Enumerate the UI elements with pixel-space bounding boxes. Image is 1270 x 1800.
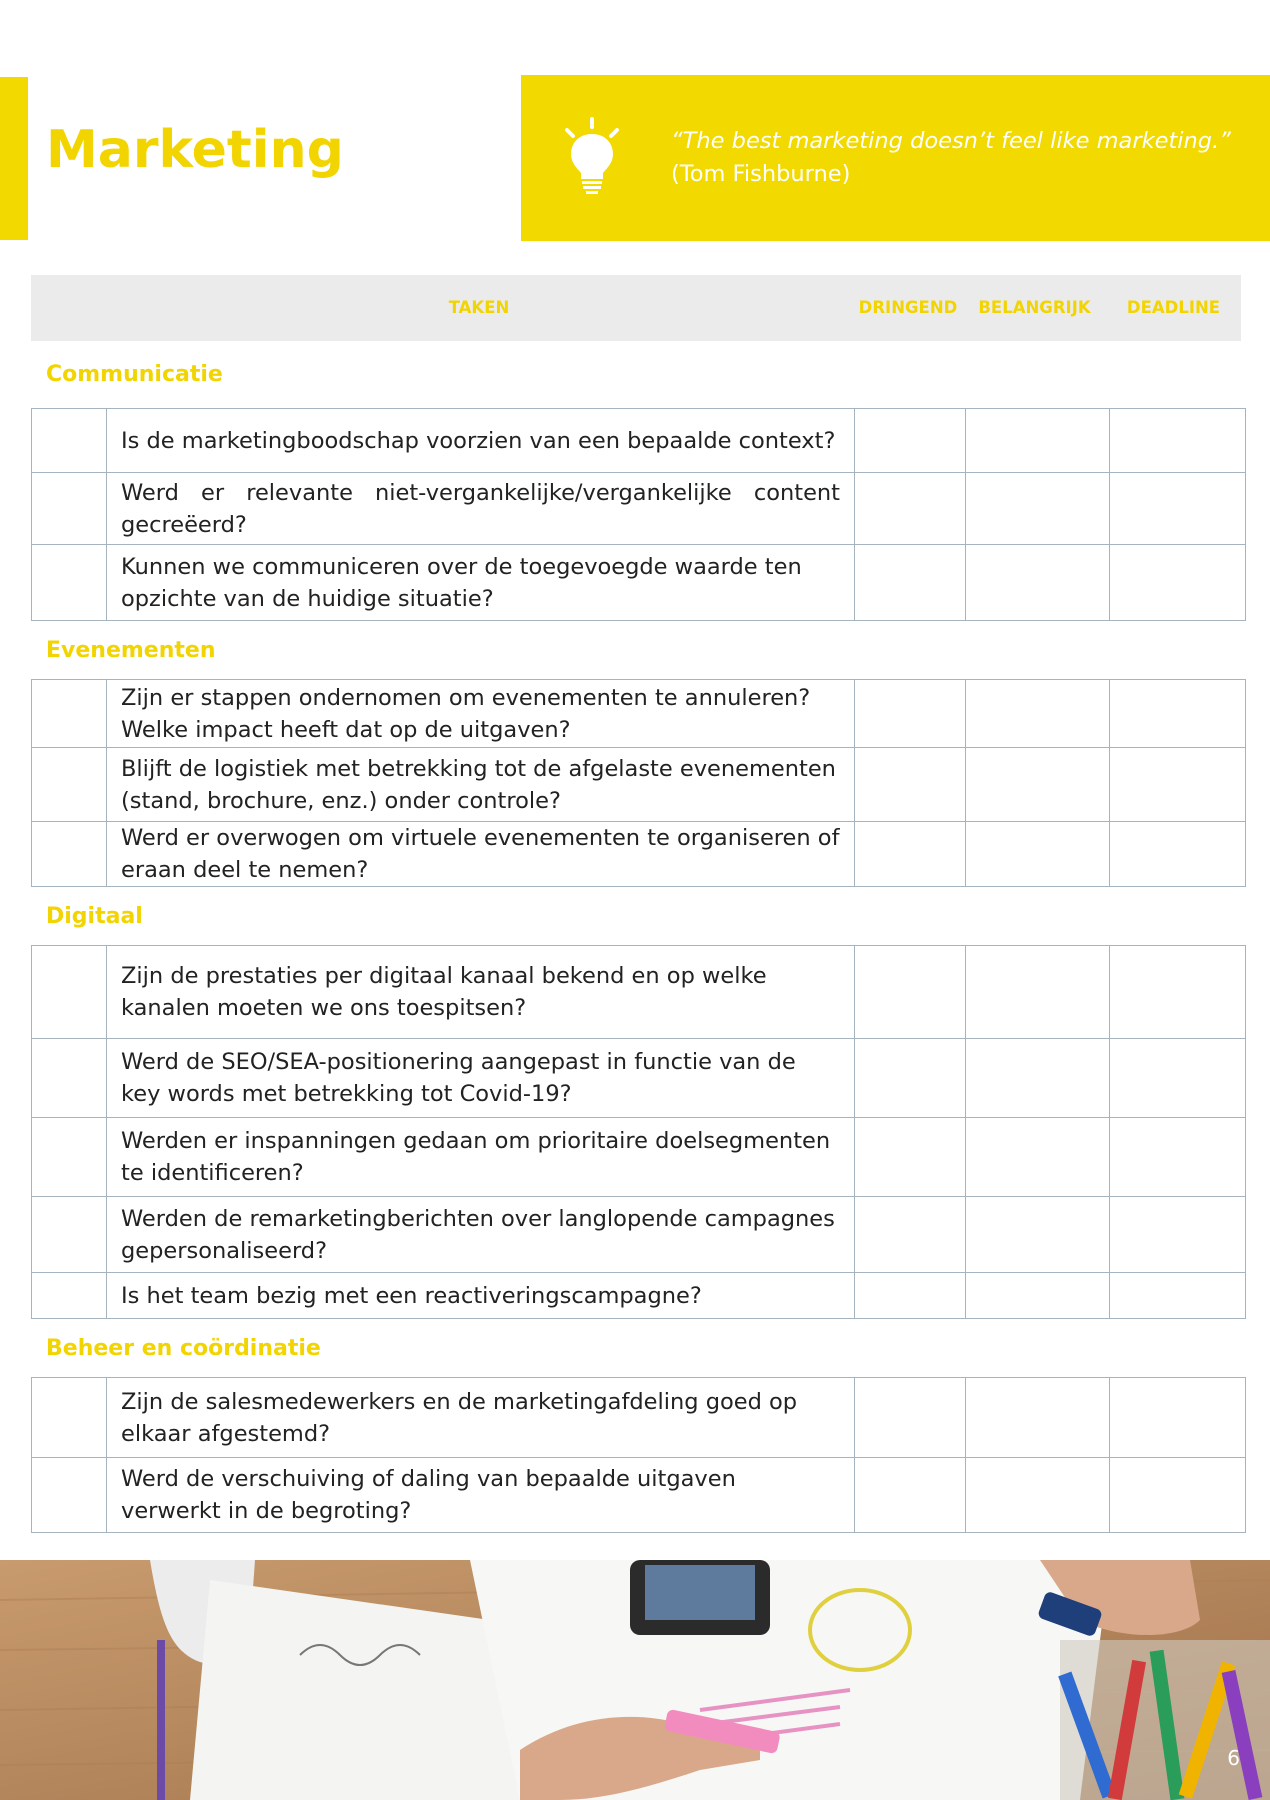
desk-illustration [0,1560,1270,1800]
column-header-deadline: DEADLINE [1126,298,1221,317]
table-row [32,822,1246,887]
urgent-cell[interactable] [855,946,966,1039]
urgent-cell[interactable] [855,1118,966,1197]
section-title-digitaal: Digitaal [46,904,143,929]
table-row [32,1378,1246,1458]
footer-photo [0,1560,1270,1800]
task-table-beheer [31,1377,1246,1533]
deadline-cell[interactable] [1110,1378,1246,1458]
task-text: Werd de verschuiving of daling van bepaalde uitgaven verwerkt in de begroting? [107,1458,855,1533]
urgent-cell[interactable] [855,680,966,748]
important-cell[interactable] [966,748,1110,822]
deadline-cell[interactable] [1110,1458,1246,1533]
important-cell[interactable] [966,1378,1110,1458]
table-row [32,545,1246,621]
important-cell[interactable] [966,409,1110,473]
quote-box [521,75,1270,241]
task-text: Is de marketingboodschap voorzien van een bepaalde context? [107,409,855,473]
task-text: Werden er inspanningen gedaan om prioritaire doelsegmenten te identificeren? [107,1118,855,1197]
row-number-cell[interactable] [32,545,107,621]
row-number-cell[interactable] [32,1273,107,1319]
urgent-cell[interactable] [855,1273,966,1319]
section-title-beheer: Beheer en coördinatie [46,1336,321,1361]
task-table-communicatie [31,408,1246,621]
task-table-evenementen [31,679,1246,887]
important-cell[interactable] [966,545,1110,621]
urgent-cell[interactable] [855,1197,966,1273]
urgent-cell[interactable] [855,1378,966,1458]
table-row [32,1197,1246,1273]
important-cell[interactable] [966,1118,1110,1197]
table-row [32,1273,1246,1319]
quote [671,125,1231,191]
deadline-cell[interactable] [1110,1197,1246,1273]
deadline-cell[interactable] [1110,680,1246,748]
deadline-cell[interactable] [1110,545,1246,621]
row-number-cell[interactable] [32,822,107,887]
urgent-cell[interactable] [855,1458,966,1533]
row-number-cell[interactable] [32,1378,107,1458]
section-title-communicatie: Communicatie [46,362,223,387]
important-cell[interactable] [966,1458,1110,1533]
task-text: Werden de remarketingberichten over langlopende campagnes gepersonaliseerd? [107,1197,855,1273]
deadline-cell[interactable] [1110,1273,1246,1319]
deadline-cell[interactable] [1110,473,1246,545]
page-title: Marketing [46,120,344,180]
table-row [32,680,1246,748]
row-number-cell[interactable] [32,748,107,822]
urgent-cell[interactable] [855,409,966,473]
page-number: 6 [1227,1746,1240,1770]
table-row [32,1458,1246,1533]
deadline-cell[interactable] [1110,1039,1246,1118]
deadline-cell[interactable] [1110,1118,1246,1197]
task-table-digitaal [31,945,1246,1319]
important-cell[interactable] [966,680,1110,748]
row-number-cell[interactable] [32,1039,107,1118]
urgent-cell[interactable] [855,545,966,621]
table-row [32,946,1246,1039]
task-text: Is het team bezig met een reactiveringscampagne? [107,1273,855,1319]
important-cell[interactable] [966,473,1110,545]
task-text: Zijn er stappen ondernomen om evenementen te annuleren? Welke impact heeft dat op de uitgaven? [107,680,855,748]
row-number-cell[interactable] [32,409,107,473]
important-cell[interactable] [966,822,1110,887]
table-row [32,748,1246,822]
task-text: Werd er relevante niet-vergankelijke/vergankelijke content gecreëerd? [107,473,855,545]
important-cell[interactable] [966,946,1110,1039]
table-row [32,473,1246,545]
task-text: Blijft de logistiek met betrekking tot de afgelaste evenementen (stand, brochure, enz.) onder controle? [107,748,855,822]
column-header-important: BELANGRIJK [978,298,1091,317]
quote-author: (Tom Fishburne) [671,161,851,187]
task-text: Zijn de salesmedewerkers en de marketingafdeling goed op elkaar afgestemd? [107,1378,855,1458]
deadline-cell[interactable] [1110,822,1246,887]
row-number-cell[interactable] [32,473,107,545]
table-row [32,1118,1246,1197]
table-header [31,275,1241,341]
row-number-cell[interactable] [32,680,107,748]
table-row [32,1039,1246,1118]
column-header-urgent: DRINGEND [858,298,958,317]
task-text: Werd de SEO/SEA-positionering aangepast in functie van de key words met betrekking tot Covid-19? [107,1039,855,1118]
deadline-cell[interactable] [1110,946,1246,1039]
deadline-cell[interactable] [1110,409,1246,473]
important-cell[interactable] [966,1197,1110,1273]
task-text: Zijn de prestaties per digitaal kanaal bekend en op welke kanalen moeten we ons toespitsen? [107,946,855,1039]
quote-text: “The best marketing doesn’t feel like marketing.” [671,128,1231,154]
column-header-tasks: TAKEN [448,298,510,317]
task-text: Werd er overwogen om virtuele evenementen te organiseren of eraan deel te nemen? [107,822,855,887]
urgent-cell[interactable] [855,748,966,822]
row-number-cell[interactable] [32,1118,107,1197]
row-number-cell[interactable] [32,1197,107,1273]
task-text: Kunnen we communiceren over de toegevoegde waarde ten opzichte van de huidige situatie? [107,545,855,621]
deadline-cell[interactable] [1110,748,1246,822]
urgent-cell[interactable] [855,473,966,545]
section-title-evenementen: Evenementen [46,638,216,663]
row-number-cell[interactable] [32,946,107,1039]
urgent-cell[interactable] [855,1039,966,1118]
urgent-cell[interactable] [855,822,966,887]
left-accent-bar [0,77,28,240]
important-cell[interactable] [966,1273,1110,1319]
table-row [32,409,1246,473]
row-number-cell[interactable] [32,1458,107,1533]
important-cell[interactable] [966,1039,1110,1118]
lightbulb-icon [559,117,625,197]
